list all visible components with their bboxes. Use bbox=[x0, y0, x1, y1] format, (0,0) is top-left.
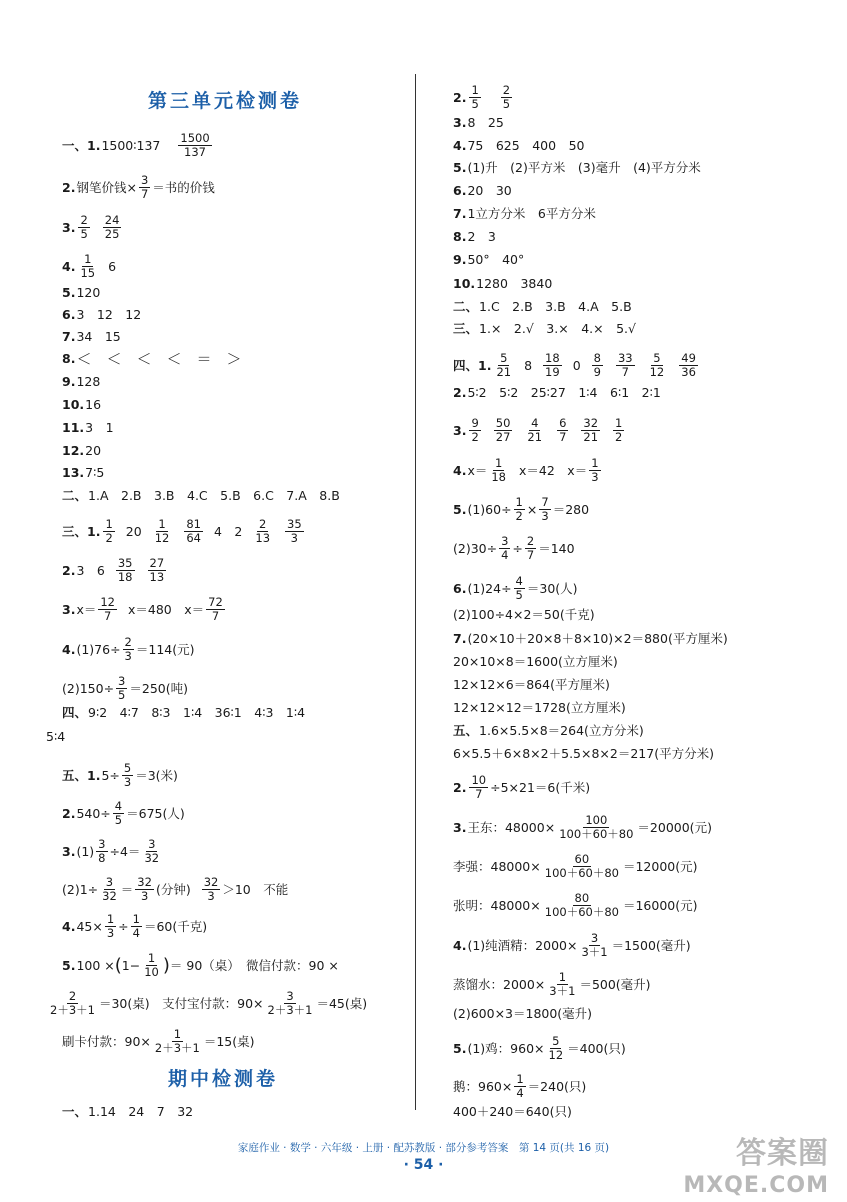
answer-1-12: 12. 20 bbox=[62, 443, 102, 458]
answer-r-4-2: 2. 5∶2 5∶2 25∶27 1∶4 6∶1 2∶1 bbox=[453, 385, 661, 400]
answer-r-9: 9. 50° 40° bbox=[453, 252, 525, 267]
answer-5-5-2: $\frac{2}{2+3+1}$ ＝30(桌) 支付宝付款：90× $\frac{3}{2+3+1}$ ＝45(桌) bbox=[50, 989, 368, 1017]
answer-1-1: 一、1. 1500∶137 $\frac{1500}{137}$ bbox=[62, 131, 210, 159]
answer-3-3: 3. x＝ $\frac{12}{7}$ x＝480 x＝ $\frac{72}{7}$ bbox=[62, 595, 223, 623]
answer-r-4-6-1: 6. (1)24÷ $\frac{4}{5}$ ＝30(人) bbox=[453, 574, 578, 602]
page-number: · 54 · bbox=[403, 1157, 444, 1173]
answer-r-section-3: 三、 1.× 2.√ 3.× 4.× 5.√ bbox=[453, 321, 636, 336]
answer-r-8: 8. 2 3 bbox=[453, 229, 496, 244]
answer-section-4: 四、 9∶2 4∶7 8∶3 1∶4 36∶1 4∶3 1∶4 bbox=[62, 705, 306, 720]
answer-r-5-5-1: 5. (1)鸡：960× $\frac{5}{12}$ ＝400(只) bbox=[453, 1034, 626, 1062]
answer-5-2: 2. 540÷ $\frac{4}{5}$ ＝675(人) bbox=[62, 799, 185, 827]
answer-1-2: 2. 钢笔价钱× $\frac{3}{7}$ ＝书的价钱 bbox=[62, 173, 215, 201]
answer-r-3: 3. 8 25 bbox=[453, 115, 504, 130]
answer-r-7: 7. 1立方分米 6平方分米 bbox=[453, 206, 596, 221]
answer-r-section-2: 二、 1.C 2.B 3.B 4.A 5.B bbox=[453, 299, 632, 314]
answer-midterm-1: 一、 1.14 24 7 32 bbox=[62, 1104, 194, 1119]
answer-r-4-1: 四、1. $\frac{5}{21}$ 8 $\frac{18}{19}$ 0 $\frac{8}{9}$ $\frac{33}{7}$ $\frac{5}{12}$ $\frac{49}{36}$ bbox=[453, 351, 696, 379]
answer-r-4-6-2: (2)100÷4×2＝50(千克) bbox=[453, 607, 595, 622]
answer-section-2: 二、 1.A 2.B 3.B 4.C 5.B 6.C 7.A 8.B bbox=[62, 488, 340, 503]
answer-r-10: 10. 1280 3840 bbox=[453, 276, 553, 291]
answer-3-4-2: (2)150÷ $\frac{3}{5}$ ＝250(吨) bbox=[62, 674, 188, 702]
answer-1-8: 8. ＜ ＜ ＜ ＜ ＝ ＞ bbox=[62, 350, 242, 368]
answer-r-2: 2. $\frac{1}{5}$ $\frac{2}{5}$ bbox=[453, 83, 511, 111]
answer-1-4: 4. $\frac{1}{15}$ 6 bbox=[62, 252, 117, 280]
answer-5-5-1: 5. 100 × ( 1− $\frac{1}{10}$ ) ＝ 90（桌） 微信付款：90 × bbox=[62, 951, 339, 979]
answer-r-5-1-2: 6×5.5＋6×8×2＋5.5×8×2＝217(平方分米) bbox=[453, 746, 714, 761]
answer-section-4-cont: 5∶4 bbox=[46, 729, 66, 744]
answer-r-5-4-2: 蒸馏水：2000× $\frac{1}{3+1}$ ＝500(毫升) bbox=[453, 970, 651, 998]
watermark-text: 答案圈 bbox=[736, 1136, 829, 1171]
watermark-url: MXQE.COM bbox=[683, 1173, 829, 1198]
answer-r-5-4-3: (2)600×3＝1800(毫升) bbox=[453, 1006, 593, 1021]
watermark-logo bbox=[683, 1138, 829, 1202]
section-title-unit3: 第三单元检测卷 bbox=[148, 90, 303, 112]
section-title-midterm: 期中检测卷 bbox=[168, 1068, 279, 1090]
answer-r-5: 5. (1)升 (2)平方米 (3)毫升 (4)平方分米 bbox=[453, 160, 701, 175]
answer-r-5-2: 2. $\frac{10}{7}$ ÷5×21＝6(千米) bbox=[453, 773, 591, 801]
answer-3-2: 2. 3 6 $\frac{35}{18}$ $\frac{27}{13}$ bbox=[62, 556, 165, 584]
answer-3-1: 三、1. $\frac{1}{2}$ 20 $\frac{1}{12}$ $\frac{81}{64}$ 4 2 $\frac{2}{13}$ $\frac{35}{3}$ bbox=[62, 517, 302, 545]
answer-r-4-3: 3. $\frac{9}{2}$ $\frac{50}{27}$ $\frac{4}{21}$ $\frac{6}{7}$ $\frac{32}{21}$ $\frac{1}{2}$ bbox=[453, 416, 623, 444]
answer-r-5-4-1: 4. (1)纯酒精：2000× $\frac{3}{3+1}$ ＝1500(毫升) bbox=[453, 931, 691, 959]
answer-r-4-7-4: 12×12×12＝1728(立方厘米) bbox=[453, 700, 626, 715]
answer-r-5-1-1: 五、 1.6×5.5×8＝264(立方分米) bbox=[453, 723, 644, 738]
page-footer: 家庭作业 · 数学 · 六年级 · 上册 · 配苏教版 · 部分参考答案 第 14 页(共 16 页) bbox=[237, 1142, 610, 1154]
answer-r-4-7-1: 7. (20×10＋20×8＋8×10)×2＝880(平方厘米) bbox=[453, 631, 728, 646]
answer-5-1: 五、1. 5÷ $\frac{5}{3}$ ＝3(米) bbox=[62, 761, 178, 789]
answer-5-4: 4. 45× $\frac{1}{3}$ ÷ $\frac{1}{4}$ ＝60(千克) bbox=[62, 912, 208, 940]
fraction: $\frac{1500}{137}$ bbox=[180, 131, 210, 159]
answer-r-5-5-2: 鹅：960× $\frac{1}{4}$ ＝240(只) bbox=[453, 1072, 587, 1100]
answer-1-3: 3. $\frac{2}{5}$ $\frac{24}{25}$ bbox=[62, 213, 120, 241]
answer-r-5-3-1: 3. 王东：48000× $\frac{100}{100+60+80}$ ＝20000(元) bbox=[453, 813, 712, 841]
answer-3-4-1: 4. (1)76÷ $\frac{2}{3}$ ＝114(元) bbox=[62, 635, 195, 663]
answer-r-5-5-3: 400＋240＝640(只) bbox=[453, 1104, 572, 1119]
answer-1-11: 11. 3 1 bbox=[62, 420, 114, 435]
answer-r-5-3-2: 李强：48000× $\frac{60}{100+60+80}$ ＝12000(元) bbox=[453, 852, 698, 880]
answer-r-4-7-3: 12×12×6＝864(平方厘米) bbox=[453, 677, 610, 692]
answer-1-10: 10. 16 bbox=[62, 397, 102, 412]
answer-5-5-3: 刷卡付款：90× $\frac{1}{2+3+1}$ ＝15(桌) bbox=[62, 1027, 255, 1055]
answer-r-4: 4. 75 625 400 50 bbox=[453, 138, 585, 153]
answer-r-6: 6. 20 30 bbox=[453, 183, 512, 198]
answer-r-4-5-1: 5. (1)60÷ $\frac{1}{2}$ × $\frac{7}{3}$ ＝280 bbox=[453, 495, 590, 523]
answer-r-5-3-3: 张明：48000× $\frac{80}{100+60+80}$ ＝16000(元) bbox=[453, 891, 698, 919]
answer-1-9: 9. 128 bbox=[62, 374, 101, 389]
answer-1-7: 7. 34 15 bbox=[62, 329, 121, 344]
answer-1-13: 13. 7∶5 bbox=[62, 465, 105, 480]
answer-1-6: 6. 3 12 12 bbox=[62, 307, 142, 322]
answer-1-5: 5. 120 bbox=[62, 285, 101, 300]
answer-r-4-4: 4. x＝ $\frac{1}{18}$ x＝42 x＝ $\frac{1}{3}$ bbox=[453, 456, 599, 484]
answer-r-4-7-2: 20×10×8＝1600(立方厘米) bbox=[453, 654, 618, 669]
answer-5-3-1: 3. (1) $\frac{3}{8}$ ÷4＝ $\frac{3}{32}$ bbox=[62, 837, 160, 865]
answer-r-4-5-2: (2)30÷ $\frac{3}{4}$ ÷ $\frac{2}{7}$ ＝140 bbox=[453, 534, 575, 562]
answer-5-3-2: (2)1÷ $\frac{3}{32}$ ＝ $\frac{32}{3}$ (分钟) $\frac{32}{3}$ ＞10 不能 bbox=[62, 875, 289, 903]
column-divider bbox=[415, 74, 416, 1110]
